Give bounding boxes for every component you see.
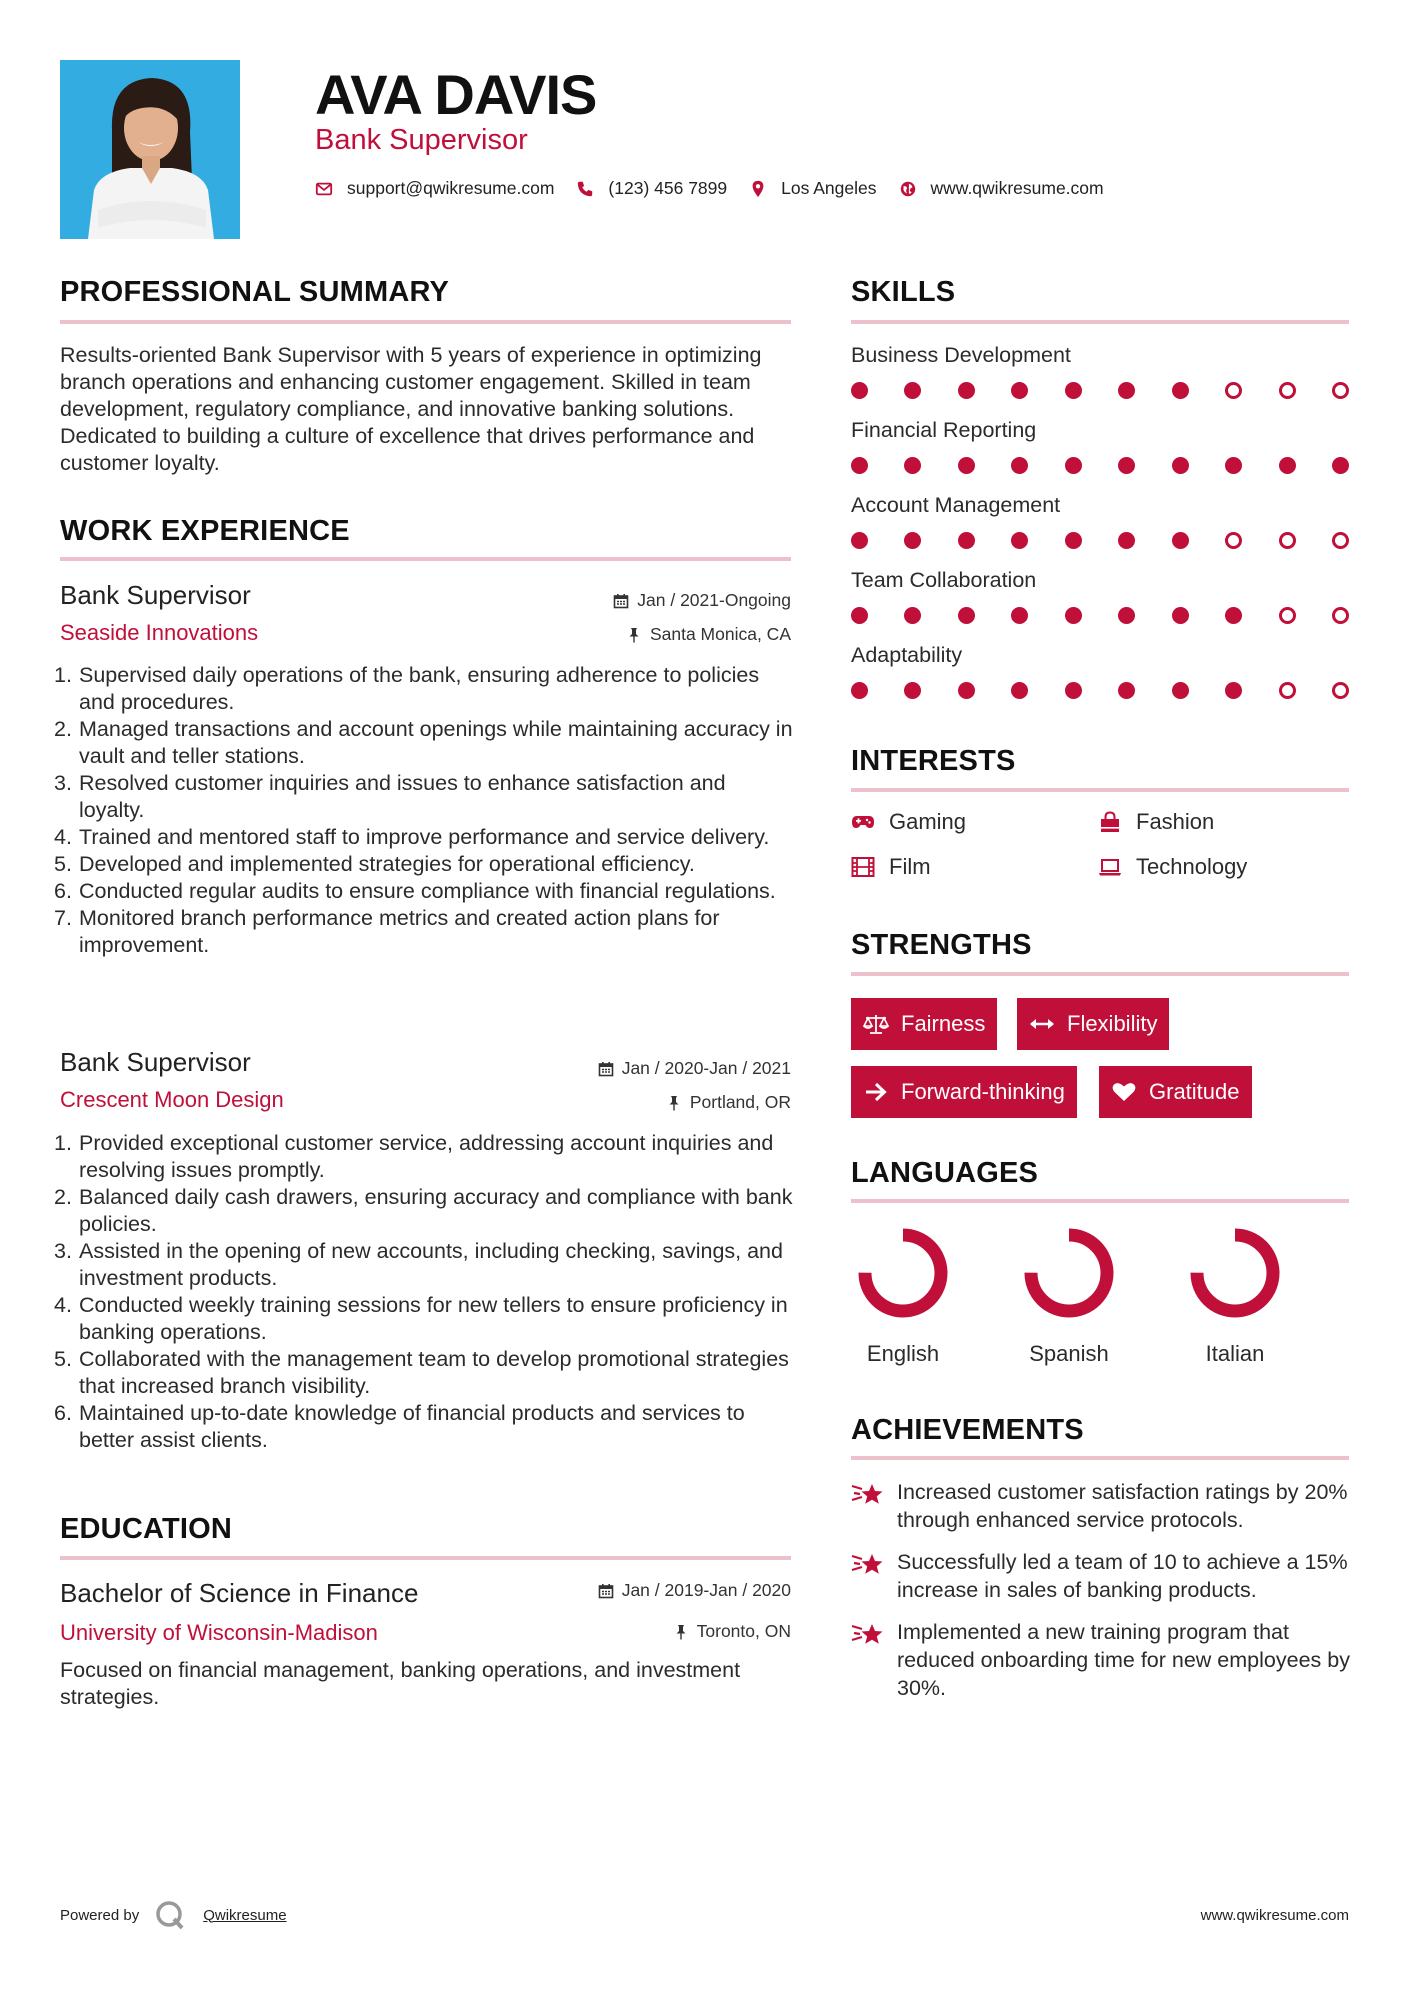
footer-url[interactable]: www.qwikresume.com (1200, 1907, 1349, 1924)
skill-dot-filled (1065, 382, 1082, 399)
footer-powered-by (60, 1900, 287, 1930)
scale-icon (863, 1013, 889, 1035)
skill-dot-filled (1172, 532, 1189, 549)
shooting-star-icon (851, 1550, 885, 1580)
phone-icon (576, 180, 594, 198)
strength-label: Fairness (901, 1011, 986, 1036)
calendar-icon (598, 1583, 614, 1599)
language-item (843, 1225, 963, 1367)
shopping-bag-icon (1098, 811, 1122, 833)
interests-heading: INTERESTS (851, 745, 1016, 777)
skill-dot-filled (851, 382, 868, 399)
language-item (1175, 1225, 1295, 1367)
achievement-item (851, 1618, 1351, 1702)
interest-label: Fashion (1136, 809, 1215, 834)
achievement-item (851, 1478, 1351, 1534)
skill-dot-empty (1225, 532, 1242, 549)
education-date-text: Jan / 2019-Jan / 2020 (621, 1580, 791, 1600)
calendar-icon (598, 1061, 614, 1077)
globe-icon (899, 180, 917, 198)
degree-title: Bachelor of Science in Finance (60, 1578, 419, 1608)
achievements-heading: ACHIEVEMENTS (851, 1414, 1084, 1446)
interest-item (851, 854, 931, 880)
skill-dot-empty (1332, 682, 1349, 699)
skills-divider (851, 320, 1349, 324)
heart-icon (1111, 1081, 1137, 1103)
calendar-icon (613, 593, 629, 609)
list-item: Collaborated with the management team to develop promotional strategies that increased branch visibility. (79, 1347, 789, 1398)
interest-item (1098, 854, 1247, 880)
skill-dot-filled (1172, 457, 1189, 474)
skill-dot-filled (958, 607, 975, 624)
language-item (1009, 1225, 1129, 1367)
skill-dot-filled (1172, 682, 1189, 699)
gamepad-icon (851, 811, 875, 833)
job-company: Seaside Innovations (60, 620, 259, 645)
skill-name: Business Development (851, 343, 1071, 367)
skill-dot-filled (958, 382, 975, 399)
job-title: Bank Supervisor (60, 1047, 251, 1077)
shooting-star-icon (851, 1480, 885, 1510)
list-item: Monitored branch performance metrics and created action plans for improvement. (79, 906, 720, 957)
interest-item (851, 809, 966, 835)
education-divider (60, 1556, 791, 1560)
profile-photo (60, 60, 240, 239)
language-label: Spanish (1029, 1341, 1109, 1366)
list-item: Conducted regular audits to ensure compliance with financial regulations. (79, 879, 776, 903)
contact-email[interactable] (315, 178, 554, 199)
job-company: Crescent Moon Design (60, 1087, 284, 1112)
pushpin-icon (673, 1624, 689, 1640)
skill-rating (851, 682, 1349, 699)
laptop-icon (1098, 856, 1122, 878)
skill-dot-empty (1279, 532, 1296, 549)
candidate-role: Bank Supervisor (315, 124, 528, 156)
achievement-text: Successfully led a team of 10 to achieve a 15% increase in sales of banking products. (897, 1550, 1348, 1602)
skill-name: Team Collaboration (851, 568, 1037, 592)
interests-divider (851, 788, 1349, 792)
skill-dot-filled (1011, 682, 1028, 699)
skill-dot-filled (1332, 457, 1349, 474)
contact-email-text: support@qwikresume.com (347, 178, 555, 198)
list-item: Trained and mentored staff to improve performance and service delivery. (79, 825, 770, 849)
skill-dot-filled (851, 532, 868, 549)
candidate-name: AVA DAVIS (315, 63, 597, 126)
skill-dot-filled (904, 532, 921, 549)
envelope-icon (315, 180, 333, 198)
summary-text: Results-oriented Bank Supervisor with 5 years of experience in optimizing branch operations and enhancing customer engagement. Skilled in team development, regulatory compliance, and innovative banking solutions. Dedicated to building a culture of excellence that drives performance and customer loyalty. (60, 343, 762, 475)
strength-chip (1017, 998, 1169, 1050)
skill-dot-filled (958, 457, 975, 474)
interest-label: Gaming (889, 809, 967, 834)
skill-dot-filled (1011, 382, 1028, 399)
job-date (613, 590, 791, 611)
skill-dot-filled (1225, 607, 1242, 624)
skills-heading: SKILLS (851, 276, 956, 308)
skill-dot-filled (851, 457, 868, 474)
achievements-divider (851, 1456, 1349, 1460)
skill-dot-empty (1332, 382, 1349, 399)
map-pin-icon (749, 180, 767, 198)
skill-dot-empty (1279, 607, 1296, 624)
film-icon (851, 856, 875, 878)
profile-photo-illustration (60, 60, 240, 239)
pushpin-icon (666, 1095, 682, 1111)
skill-rating (851, 457, 1349, 474)
strength-label: Flexibility (1067, 1011, 1158, 1036)
summary-heading: PROFESSIONAL SUMMARY (60, 276, 450, 308)
skill-dot-filled (1065, 607, 1082, 624)
contact-website[interactable] (899, 178, 1104, 199)
pushpin-icon (626, 627, 642, 643)
achievement-text: Implemented a new training program that reduced onboarding time for new employees by 30%. (897, 1620, 1350, 1700)
skill-name: Account Management (851, 493, 1061, 517)
list-item: Managed transactions and account openings while maintaining accuracy in vault and teller stations. (79, 717, 793, 768)
contact-location-text: Los Angeles (781, 178, 877, 198)
language-level-ring (1021, 1225, 1117, 1321)
skill-dot-filled (1118, 382, 1135, 399)
skill-name: Financial Reporting (851, 418, 1037, 442)
languages-heading: LANGUAGES (851, 1157, 1039, 1189)
skill-dot-filled (1225, 682, 1242, 699)
skill-dot-filled (904, 457, 921, 474)
skill-rating (851, 382, 1349, 399)
strengths-heading: STRENGTHS (851, 929, 1032, 961)
skill-dot-filled (1065, 532, 1082, 549)
arrows-horizontal-icon (1029, 1013, 1055, 1035)
education-location (673, 1621, 791, 1642)
contact-phone[interactable] (576, 178, 727, 199)
job-location-text: Portland, OR (689, 1092, 791, 1112)
job-date-text: Jan / 2021-Ongoing (637, 590, 791, 610)
languages-divider (851, 1199, 1349, 1203)
language-level-ring (855, 1225, 951, 1321)
skill-dot-filled (1011, 607, 1028, 624)
skill-dot-filled (851, 607, 868, 624)
experience-divider (60, 557, 791, 561)
skill-dot-empty (1332, 532, 1349, 549)
skill-dot-filled (1011, 457, 1028, 474)
skill-dot-filled (1118, 607, 1135, 624)
interest-label: Technology (1136, 854, 1248, 879)
list-item: Resolved customer inquiries and issues to enhance satisfaction and loyalty. (79, 771, 726, 822)
brand-link[interactable]: Qwikresume (203, 1906, 287, 1924)
skill-dot-filled (904, 682, 921, 699)
skill-dot-filled (1118, 457, 1135, 474)
strengths-divider (851, 972, 1349, 976)
list-item: Assisted in the opening of new accounts, including checking, savings, and investment products. (79, 1239, 783, 1290)
strength-label: Forward-thinking (901, 1079, 1065, 1104)
list-item: Developed and implemented strategies for operational efficiency. (79, 852, 695, 876)
achievement-item (851, 1548, 1351, 1604)
skill-rating (851, 607, 1349, 624)
skill-dot-filled (1065, 682, 1082, 699)
arrow-right-icon (863, 1081, 889, 1103)
skill-dot-filled (1172, 382, 1189, 399)
skill-dot-filled (904, 382, 921, 399)
job-duties-list (60, 1130, 795, 1454)
skill-dot-filled (1225, 457, 1242, 474)
skill-dot-empty (1279, 382, 1296, 399)
skill-dot-empty (1225, 382, 1242, 399)
qwikresume-logo-icon (155, 1900, 185, 1930)
school-name: University of Wisconsin-Madison (60, 1620, 378, 1645)
skill-dot-empty (1332, 607, 1349, 624)
strength-chip (851, 1066, 1077, 1118)
powered-by-text: Powered by (60, 1906, 140, 1924)
job-duties-list (60, 662, 795, 959)
interest-item (1098, 809, 1214, 835)
skill-dot-filled (1065, 457, 1082, 474)
skill-dot-filled (1118, 682, 1135, 699)
list-item: Balanced daily cash drawers, ensuring accuracy and compliance with bank policies. (79, 1185, 793, 1236)
skill-dot-filled (958, 682, 975, 699)
skill-dot-filled (904, 607, 921, 624)
list-item: Provided exceptional customer service, addressing account inquiries and resolving issues promptly. (79, 1131, 774, 1182)
strength-chip (1099, 1066, 1252, 1118)
job-location (626, 624, 791, 645)
contact-website-text: www.qwikresume.com (930, 178, 1104, 198)
list-item: Conducted weekly training sessions for new tellers to ensure proficiency in banking operations. (79, 1293, 788, 1344)
strength-chip (851, 998, 997, 1050)
contact-bar (315, 178, 1126, 199)
skill-dot-filled (851, 682, 868, 699)
contact-phone-text: (123) 456 7899 (608, 178, 728, 198)
skill-dot-filled (958, 532, 975, 549)
summary-divider (60, 320, 791, 324)
strength-label: Gratitude (1149, 1079, 1240, 1104)
skill-dot-filled (1118, 532, 1135, 549)
job-location-text: Santa Monica, CA (649, 624, 791, 644)
list-item: Maintained up-to-date knowledge of financial products and services to better assist clients. (79, 1401, 745, 1452)
skill-name: Adaptability (851, 643, 963, 667)
skill-dot-empty (1279, 682, 1296, 699)
shooting-star-icon (851, 1620, 885, 1650)
job-location (666, 1092, 791, 1113)
job-date-text: Jan / 2020-Jan / 2021 (621, 1058, 791, 1078)
education-location-text: Toronto, ON (696, 1621, 791, 1641)
skill-rating (851, 532, 1349, 549)
language-label: English (866, 1341, 940, 1366)
achievement-text: Increased customer satisfaction ratings by 20% through enhanced service protocols. (897, 1480, 1348, 1532)
job-date (598, 1058, 791, 1079)
skill-dot-filled (1279, 457, 1296, 474)
list-item: Supervised daily operations of the bank, ensuring adherence to policies and procedures. (79, 663, 760, 714)
skill-dot-filled (1011, 532, 1028, 549)
education-date (598, 1580, 791, 1601)
interest-label: Film (889, 854, 931, 879)
education-description: Focused on financial management, banking operations, and investment strategies. (60, 1658, 741, 1709)
experience-heading: WORK EXPERIENCE (60, 515, 350, 547)
language-level-ring (1187, 1225, 1283, 1321)
skill-dot-filled (1172, 607, 1189, 624)
education-heading: EDUCATION (60, 1513, 233, 1545)
job-title: Bank Supervisor (60, 580, 251, 610)
contact-location (749, 178, 876, 199)
language-label: Italian (1205, 1341, 1265, 1366)
